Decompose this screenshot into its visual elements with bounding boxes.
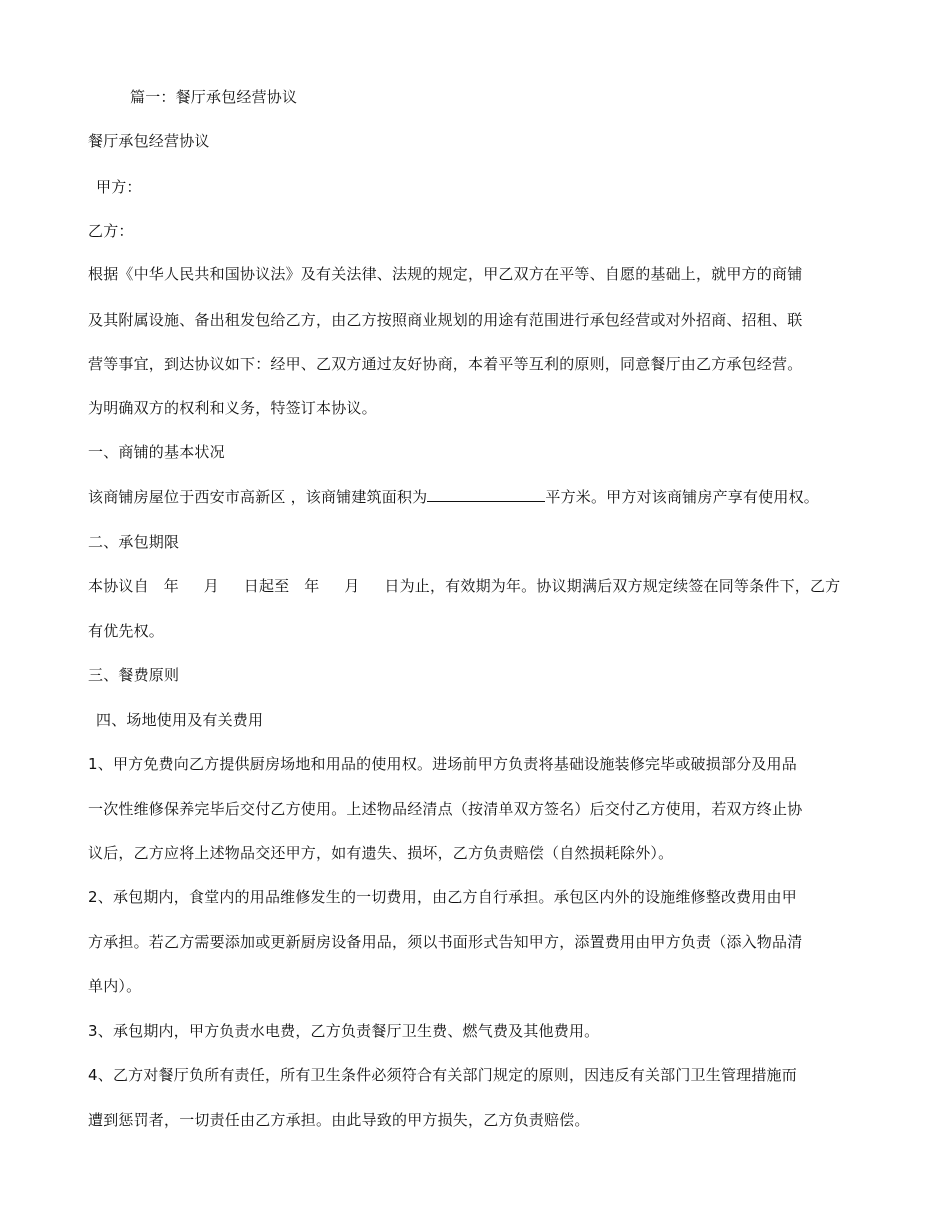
section-heading: 三、餐费原则 xyxy=(88,666,180,684)
section-heading: 一、商铺的基本状况 xyxy=(88,443,225,461)
party-b-label: 乙方： xyxy=(88,222,134,240)
paragraph-line: 本协议自 年 月 日起至 年 月 日为止，有效期为年。协议期满后双方规定续签在同等条件下，乙方 xyxy=(88,577,841,595)
intro-line: 根据《中华人民共和国协议法》及有关法律、法规的规定，甲乙双方在平等、自愿的基础上，就甲方的商铺 xyxy=(88,265,803,283)
intro-line: 营等事宜，到达协议如下：经甲、乙双方通过友好协商，本着平等互利的原则，同意餐厅由乙方承包经营。 xyxy=(88,355,803,373)
area-blank-line xyxy=(427,487,545,502)
chapter-title: 篇一：餐厅承包经营协议 xyxy=(130,88,298,106)
party-a-label: 甲方： xyxy=(96,178,142,196)
item-line: 2、承包期内，食堂内的用品维修发生的一切费用，由乙方自行承担。承包区内外的设施维修整改费用由甲 xyxy=(88,888,797,906)
item-line: 3、承包期内，甲方负责水电费，乙方负责餐厅卫生费、燃气费及其他费用。 xyxy=(88,1022,600,1040)
item-line: 议后，乙方应将上述物品交还甲方，如有遗失、损坏，乙方负责赔偿（自然损耗除外）。 xyxy=(88,844,674,862)
section1-text-post: 平方米。甲方对该商铺房产享有使用权。 xyxy=(545,488,819,506)
intro-line: 为明确双方的权利和义务，特签订本协议。 xyxy=(88,399,377,417)
item-line: 遭到惩罚者，一切责任由乙方承担。由此导致的甲方损失，乙方负责赔偿。 xyxy=(88,1111,590,1129)
item-line: 方承担。若乙方需要添加或更新厨房设备用品，须以书面形式告知甲方，添置费用由甲方负责（添入物品清 xyxy=(88,933,803,951)
section-heading: 四、场地使用及有关费用 xyxy=(96,711,264,729)
paragraph-line xyxy=(88,487,819,507)
item-line: 4、乙方对餐厅负所有责任，所有卫生条件必须符合有关部门规定的原则，因违反有关部门卫生管理措施而 xyxy=(88,1066,797,1084)
paragraph-line: 有优先权。 xyxy=(88,622,165,640)
item-line: 一次性维修保养完毕后交付乙方使用。上述物品经清点（按清单双方签名）后交付乙方使用，若双方终止协 xyxy=(88,800,803,818)
section-heading: 二、承包期限 xyxy=(88,533,180,551)
intro-line: 及其附属设施、备出租发包给乙方，由乙方按照商业规划的用途有范围进行承包经营或对外招商、招租、联 xyxy=(88,311,803,329)
section1-text-pre: 该商铺房屋位于西安市高新区 ，该商铺建筑面积为 xyxy=(88,488,428,506)
item-line: 1、甲方免费向乙方提供厨房场地和用品的使用权。进场前甲方负责将基础设施装修完毕或破损部分及用品 xyxy=(88,755,797,773)
document-title: 餐厅承包经营协议 xyxy=(88,132,210,150)
item-line: 单内）。 xyxy=(88,977,142,995)
